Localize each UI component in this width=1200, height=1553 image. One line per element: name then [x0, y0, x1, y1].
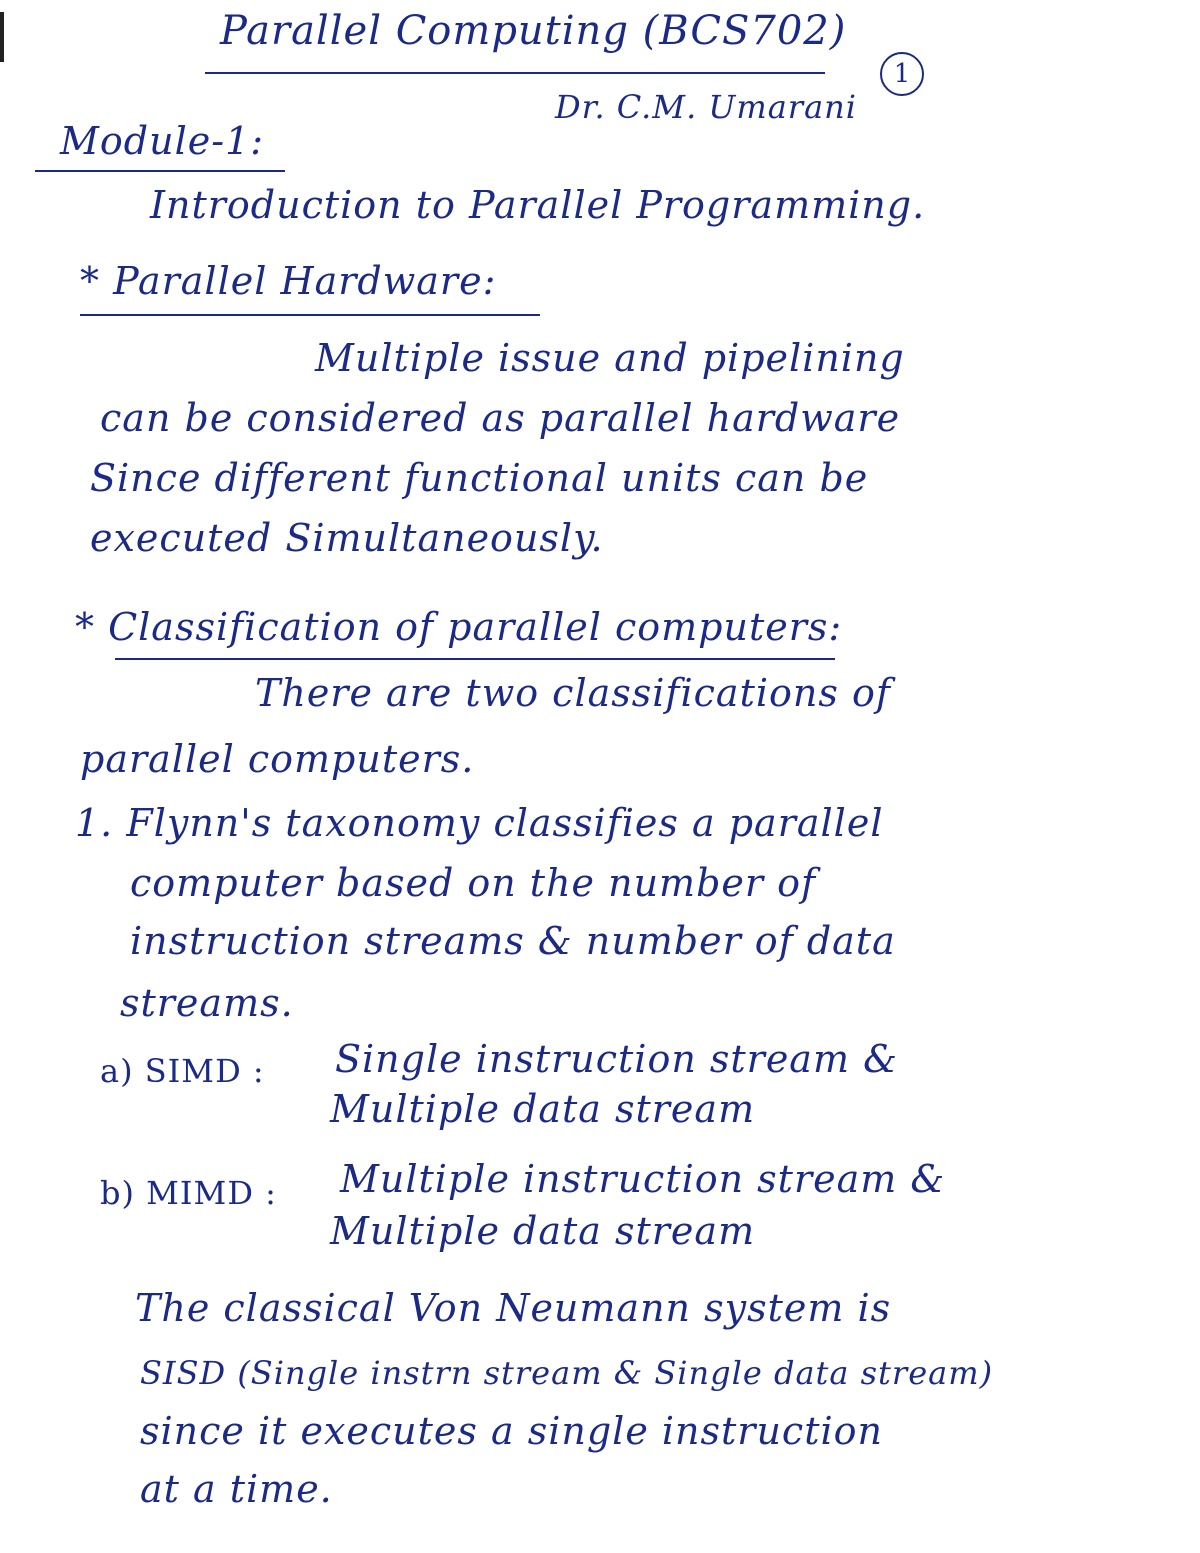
flynn-type-desc: Multiple data stream: [330, 1087, 756, 1131]
page-title: Parallel Computing (BCS702): [220, 8, 847, 54]
paragraph-line: Since different functional units can be: [90, 456, 869, 500]
title-underline: [205, 72, 825, 74]
scan-edge-mark: [0, 12, 4, 62]
page-number-badge: 1: [880, 52, 924, 96]
paragraph-line: instruction streams & number of data: [130, 919, 896, 963]
paragraph-line: There are two classifications of: [255, 671, 891, 715]
paragraph-line: 1. Flynn's taxonomy classifies a parallel: [75, 801, 884, 845]
paragraph-line: streams.: [120, 981, 294, 1025]
flynn-type-desc: Single instruction stream &: [335, 1037, 898, 1081]
module-underline: [35, 170, 285, 172]
paragraph-line: SISD (Single instrn stream & Single data stream): [140, 1354, 994, 1392]
paragraph-line: Multiple issue and pipelining: [315, 336, 905, 380]
paragraph-line: since it executes a single instruction: [140, 1409, 883, 1453]
paragraph-line: executed Simultaneously.: [90, 516, 604, 560]
paragraph-line: at a time.: [140, 1467, 333, 1511]
paragraph-line: can be considered as parallel hardware: [100, 396, 901, 440]
module-label: Module-1:: [60, 119, 265, 163]
flynn-type-label-mimd: b) MIMD :: [100, 1174, 277, 1212]
section-heading-classification: * Classification of parallel computers:: [75, 605, 843, 649]
section-underline: [80, 314, 540, 316]
paragraph-line: The classical Von Neumann system is: [135, 1286, 892, 1330]
section-underline: [115, 658, 835, 660]
paragraph-line: parallel computers.: [80, 737, 475, 781]
section-heading-parallel-hardware: * Parallel Hardware:: [80, 259, 497, 303]
module-heading: Introduction to Parallel Programming.: [150, 183, 926, 227]
paragraph-line: computer based on the number of: [130, 861, 817, 905]
flynn-type-desc: Multiple instruction stream &: [340, 1157, 946, 1201]
flynn-type-label-simd: a) SIMD :: [100, 1052, 265, 1090]
author-name: Dr. C.M. Umarani: [555, 88, 858, 126]
flynn-type-desc: Multiple data stream: [330, 1209, 756, 1253]
